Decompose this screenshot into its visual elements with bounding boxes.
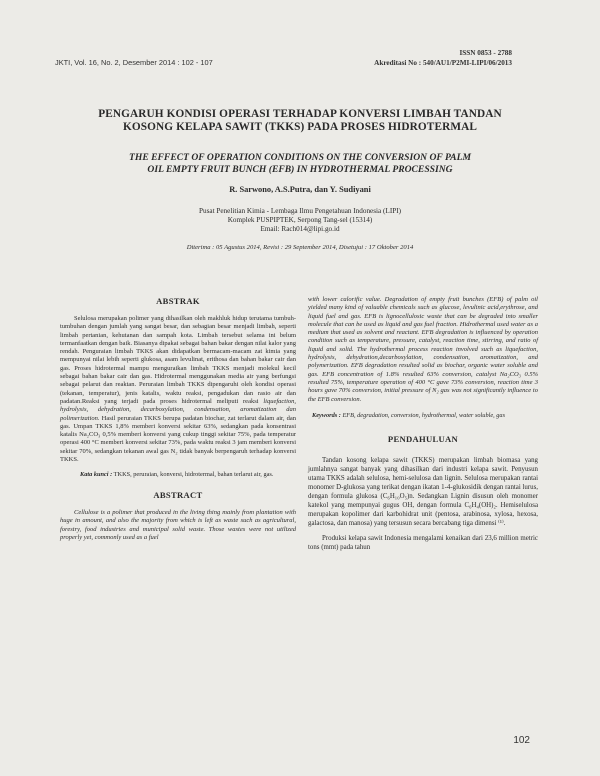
accreditation: Akreditasi No : 540/AU1/P2MI-LIPI/06/2013 [374,59,512,67]
submission-dates: Diterima : 05 Agustus 2014, Revisi : 29 September 2014, Disetujui : 17 Oktober 2014 [186,244,414,251]
abstract-keywords [308,412,538,420]
affiliation-address: Komplek PUSPIPTEK, Serpong Tang-sel (15314) [227,216,373,225]
issn: ISSN 0853 - 2788 [459,49,512,57]
affiliation [0,207,600,235]
abstract-body-left: Cellulose is a polimer that produced in the living thing mainly from plantation with huge in amount, and also the majority from which is left as waste such as agricultural, forestry, food industries and municipal solid waste. Those wastes were not utilized properly yet, commonly used as a fuel [60,509,296,542]
title-indonesian [50,108,550,134]
affiliation-institute: Pusat Penelitian Kimia - Lembaga Ilmu Pengetahuan Indonesia (LIPI) [199,207,401,215]
abstrak-body [60,315,296,464]
abstrak-keywords [60,471,296,479]
page-number: 102 [513,735,530,746]
abstrak-text: Selulosa merupakan polimer yang dihasilkan oleh makhluk hidup terutama tumbuh-tumbuhan dengan jumlah yang sangat besar, dan sebagian besar menjadi limbah, seperti limbah pertanian, kehutanan dan sampah kota. Limbah tersebut selama ini belum termanfaatkan dengan baik. Biasanya dipakai sebagai bahan bakar dengan nilai kalor yang rendah. Penguraian limbah TKKS akan didapatkan bermacam-macam zat kimia yang mempunyai nilai lebih seperti glukosa, asam levulinat, erithosa dan bahan bakar cair dan gas. Proses hidrotermal mampu menguraikan limbah TKKS menjadi molekul kecil sebagai bahan bakar cair dan gas. Hidrotermal menggunakan media air yang berfungsi sebagai pelarut dan reaktan. Peruraian limbah TKKS dipengaruhi oleh kondisi operasi (tekanan, temperatur), jenis katalis, waktu reaksi, pengadukan dan rasio air dan padatan.Reaksi yang terjadi pada proses hidrotermal meliputi reaksi [60,315,296,405]
title-en-line-2: OIL EMPTY FRUIT BUNCH (EFB) IN HYDROTHERMAL PROCESSING [147,163,453,175]
abstrak-text-2: Hasil peruraian TKKS berupa padatan biochar, zat terlarut dalam air, dan gas. Umpan TKKS 1,8% memberi konversi sekitar 63%, sedangkan pada konsentrasi katalis Na₂CO₃ 0,5% memberi konversi yang cukup tinggi sekitar 75%, pada temperatur operasi 400 °C memberi konversi sekitar 73%, pada waktu reaksi 3 jam memberi konversi sekitar 70%, sedangkan tekanan awal gas N₂ tidak banyak berpengaruh terhadap konversi TKKS. [60,414,297,464]
abstract-body-right: with lower calorific value. Degradation of empty fruit bunches (EFB) of palm oil yielded many kind of valuable chemicals such as glucose, levulinic acid,erythrose, and liquid fuel and gas. EFB is lignocellulosic waste that can be degraded into smaller molecule that can be used as liquid and gas fuel fraction. Hidrothermal used water as a medium that used as solvent and reactant. EFB degradation is influenced by operation condition such as temperature, pressure, catalyst, reaction time, stirring, and ratio of liquid and solid. The hydrothermal process reaction involved such as liquefaction, hydrolysis, dehydration,decarboxylation, condensation, aromatization, and polymerization. EFB degradation resulted solid as biochar, organic water soluble and gas. EFB concentration of 1.8% resulted 63% conversion, catalyst Na₂CO₃ 0.5% resulted 75%, temperature operation of 400 °C gave 73% conversion, reaction time 3 hours gave 70% conversion, initial pressure of N₂ gas was not significantly influence to the EFB conversion. [308,296,538,403]
pendahuluan-para-1: Tandan kosong kelapa sawit (TKKS) merupakan limbah biomasa yang jumlahnya sangat banyak yang dihasilkan dari industri kelapa sawit. Penyusun utama TKKS adalah selulosa, hemi-selulosa dan lignin. Selulosa merupakan rantai monomer D-glukosa yang terikat dengan ikatan 1-4-glukosidik dengan rantai lurus, dengan formula glukosa (C₆H₁₀O₅)n. Sedangkan Lignin disusun oleh monomer katekol yang mempunyai gugus OH, dengan formula C₆H₄(OH)₂. Hemiselulosa merupakan kopolimer dari karbohidrat unit (pentosa, arabinosa, xylosa, hexosa, galactosa, dan manosa) yang tersusun secara bercabang tiga dimensi ⁽¹⁾. [308,456,539,527]
abstract-heading: ABSTRACT [153,490,203,501]
title-en-line-1: THE EFFECT OF OPERATION CONDITIONS ON THE CONVERSION OF PALM [129,152,471,163]
authors: R. Sarwono, A.S.Putra, dan Y. Sudiyani [229,185,371,194]
pendahuluan-para-2: Produksi kelapa sawit Indonesia mengalami kenaikan dari 23,6 million metric tons (mmt) pada tahun [308,534,538,551]
pendahuluan-heading: PENDAHULUAN [387,433,459,444]
abstrak-section [60,296,296,542]
title-english [70,152,530,175]
affiliation-email: Email: Rach014@lipi.go.id [260,225,340,234]
abstract-keywords-text: EFB, degradation, conversion, hydrothermal, water soluble, gas [342,411,506,419]
title-line-2: KOSONG KELAPA SAWIT (TKKS) PADA PROSES HIDROTERMAL [122,121,477,133]
abstrak-italic-terms: liquefaction, hydrolysis, dehydration, decarboxylation, condensation, aromatization dan polimerization. [60,397,297,422]
abstrak-keywords-label: Kata kunci : [80,471,113,479]
title-line-1: PENGARUH KONDISI OPERASI TERHADAP KONVERSI LIMBAH TANDAN [98,108,502,120]
journal-citation: JKTI, Vol. 16, No. 2, Desember 2014 : 102 - 107 [55,58,213,67]
abstrak-heading: ABSTRAK [156,296,200,306]
journal-issn-block [374,48,512,68]
abstrak-keywords-text: TKKS, peruraian, konversi, hidrotermal, bahan terlarut air, gas. [113,471,274,479]
abstract-keywords-label: Keywords : [312,411,341,419]
right-column [308,296,538,552]
